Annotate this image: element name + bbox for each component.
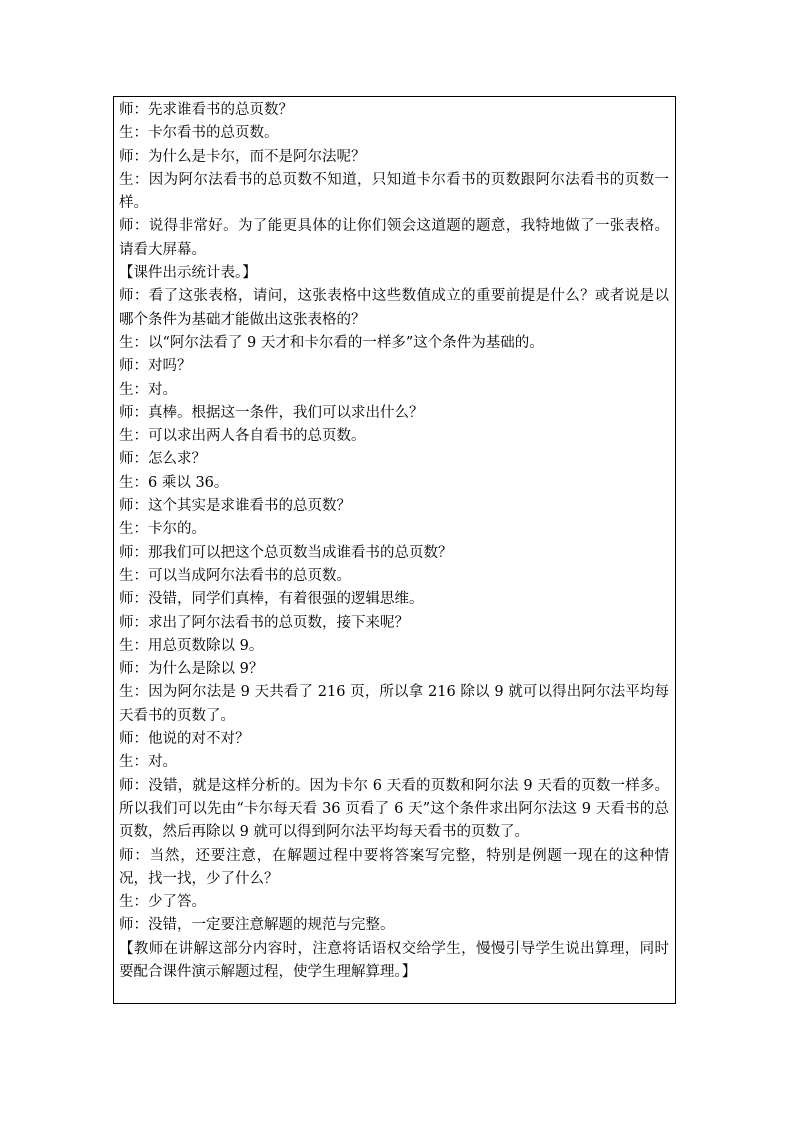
paragraph-7: 师：看了这张表格，请问，这张表格中这些数值成立的重要前提是什么？或者说是以哪个条件为基础才能做出这张表格的？ bbox=[119, 288, 669, 328]
paragraph-11: 师：真棒。根据这一条件，我们可以求出什么？ bbox=[119, 404, 424, 421]
paragraph-23: 生：因为阿尔法是 9 天共看了 216 页，所以拿 216 除以 9 就可以得出阿尔法平均每天看书的页数了。 bbox=[119, 684, 669, 724]
paragraph-12: 生：可以求出两人各自看书的总页数。 bbox=[119, 428, 366, 445]
paragraph-14: 生：6 乘以 36。 bbox=[119, 474, 229, 491]
paragraph-22: 师：为什么是除以 9？ bbox=[119, 661, 264, 678]
paragraph-5: 师：说得非常好。为了能更具体的让你们领会这道题的题意，我特地做了一张表格。请看大屏幕。 bbox=[119, 218, 669, 258]
paragraph-29: 师：没错，一定要注意解题的规范与完整。 bbox=[119, 917, 395, 934]
paragraph-10: 生：对。 bbox=[119, 381, 177, 398]
document-frame bbox=[113, 96, 676, 1004]
paragraph-9: 师：对吗？ bbox=[119, 358, 192, 375]
paragraph-4: 生：因为阿尔法看书的总页数不知道，只知道卡尔看书的页数跟阿尔法看书的页数一样。 bbox=[119, 171, 669, 212]
paragraph-27: 师：当然，还要注意，在解题过程中要将答案写完整，特别是例题一现在的这种情况，找一找，少了什么？ bbox=[119, 847, 669, 887]
paragraph-13: 师：怎么求？ bbox=[119, 451, 206, 468]
paragraph-28: 生：少了答。 bbox=[119, 894, 206, 911]
paragraph-24: 师：他说的对不对？ bbox=[119, 731, 250, 748]
paragraph-1: 师：先求谁看书的总页数？ bbox=[119, 102, 293, 118]
paragraph-25: 生：对。 bbox=[119, 754, 177, 771]
paragraph-21: 生：用总页数除以 9。 bbox=[119, 637, 264, 654]
paragraph-2: 生：卡尔看书的总页数。 bbox=[119, 125, 279, 142]
paragraph-8: 生：以“阿尔法看了 9 天才和卡尔看的一样多”这个条件为基础的。 bbox=[119, 334, 544, 351]
paragraph-6: 【课件出示统计表。】 bbox=[119, 265, 257, 282]
paragraph-30: 【教师在讲解这部分内容时，注意将话语权交给学生，慢慢引导学生说出算理，同时要配合课件演示解题过程，使学生理解算理。】 bbox=[119, 940, 669, 980]
paragraph-18: 生：可以当成阿尔法看书的总页数。 bbox=[119, 567, 351, 584]
paragraph-20: 师：求出了阿尔法看书的总页数，接下来呢？ bbox=[119, 614, 409, 631]
paragraph-26: 师：没错，就是这样分析的。因为卡尔 6 天看的页数和阿尔法 9 天看的页数一样多。所以我们可以先由“卡尔每天看 36 页看了 6 天”这个条件求出阿尔法这 9 天看书的总页数，然后再除以 9 就可以得到阿尔法平均每天看书的页数了。 bbox=[119, 777, 669, 841]
paragraph-15: 师：这个其实是求谁看书的总页数？ bbox=[119, 498, 351, 515]
paragraph-19: 师：没错，同学们真棒，有着很强的逻辑思维。 bbox=[119, 591, 424, 608]
paragraph-17: 师：那我们可以把这个总页数当成谁看书的总页数？ bbox=[119, 544, 453, 561]
paragraph-3: 师：为什么是卡尔，而不是阿尔法呢？ bbox=[119, 148, 366, 165]
paragraph-16: 生：卡尔的。 bbox=[119, 521, 206, 538]
